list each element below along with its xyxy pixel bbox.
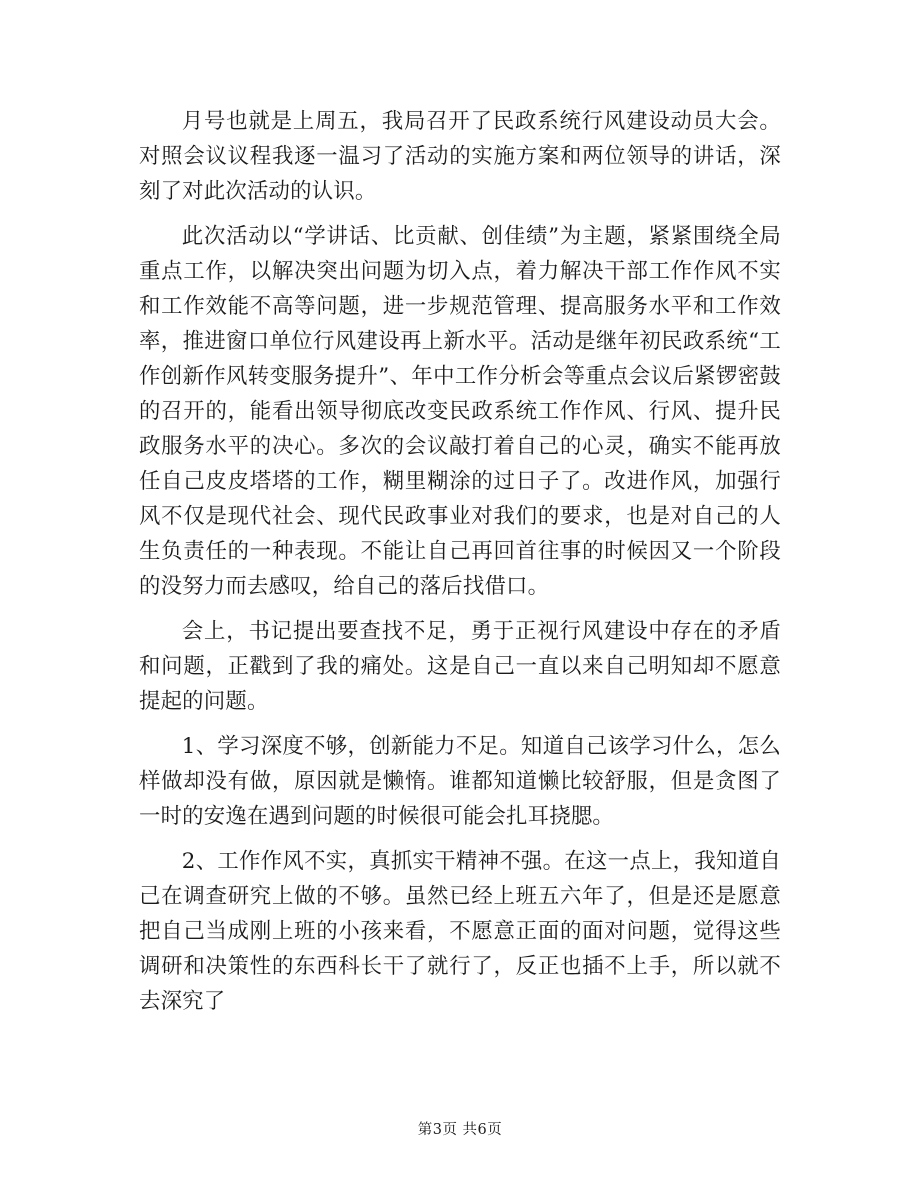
paragraph-4: 1、学习深度不够，创新能力不足。知道自己该学习什么，怎么样做却没有做，原因就是懒惰。谁都知道懒比较舒服，但是贪图了一时的安逸在遇到问题的时候很可能会扎耳挠腮。: [139, 734, 781, 829]
paragraph-1: 月号也就是上周五，我局召开了民政系统行风建设动员大会。对照会议议程我逐一温习了活动的实施方案和两位领导的讲话，深刻了对此次活动的认识。: [139, 109, 781, 204]
document-body: [139, 104, 781, 1029]
page-number-footer: 第3页 共6页: [417, 1122, 503, 1138]
paragraph-2: 此次活动以“学讲话、比贡献、创佳绩”为主题，紧紧围绕全局重点工作，以解决突出问题为切入点，着力解决干部工作作风不实和工作效能不高等问题，进一步规范管理、提高服务水平和工作效率，推进窗口单位行风建设再上新水平。活动是继年初民政系统“工作创新作风转变服务提升”、年中工作分析会等重点会议后紧锣密鼓的召开的，能看出领导彻底改变民政系统工作作风、行风、提升民政服务水平的决心。多次的会议敲打着自己的心灵，确实不能再放任自己皮皮塔塔的工作，糊里糊涂的过日子了。改进作风，加强行风不仅是现代社会、现代民政事业对我们的要求，也是对自己的人生负责任的一种表现。不能让自己再回首往事的时候因又一个阶段的没努力而去感叹，给自己的落后找借口。: [139, 224, 781, 599]
paragraph-5: 2、工作作风不实，真抓实干精神不强。在这一点上，我知道自己在调查研究上做的不够。虽然已经上班五六年了，但是还是愿意把自己当成刚上班的小孩来看，不愿意正面的面对问题，觉得这些调研和决策性的东西科长干了就行了，反正也插不上手，所以就不去深究了: [139, 849, 781, 1014]
paragraph-3: 会上，书记提出要查找不足，勇于正视行风建设中存在的矛盾和问题，正戳到了我的痛处。这是自己一直以来自己明知却不愿意提起的问题。: [139, 619, 781, 714]
